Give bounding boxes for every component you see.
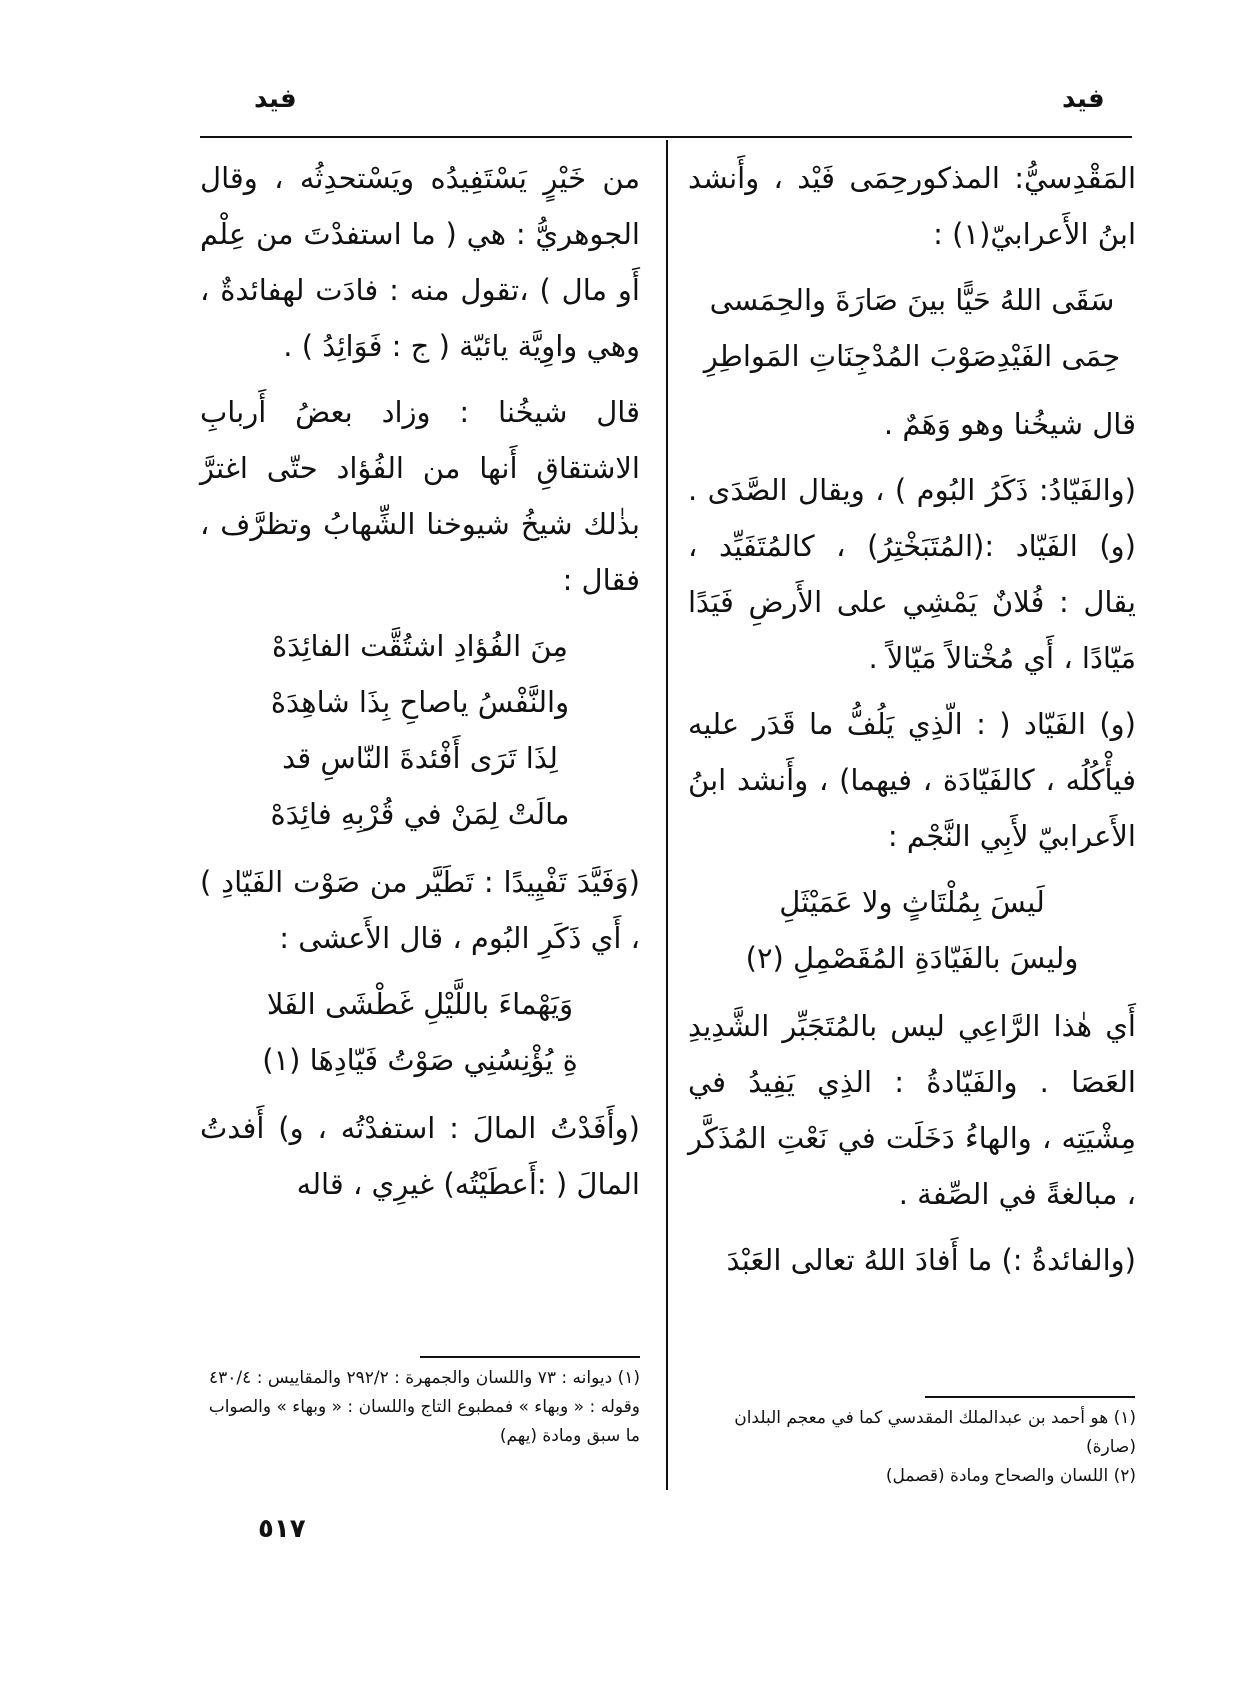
running-header-left: فيد xyxy=(254,84,297,114)
verse-line: لَيسَ بِمُلْتَاثٍ ولا عَمَيْثَلِ xyxy=(779,885,1045,919)
paragraph: قال شيخُنا : وزاد بعضُ أَربابِ الاشتقاقِ أَنها من الفُؤاد حتّى اغترَّ بذٰلك شيخُ شيوخنا الشِّهابُ وتظرَّف ، فقال : xyxy=(200,395,640,597)
verse-line: سَقَى اللهُ حَيًّا بينَ صَارَةَ والحِمَسى xyxy=(709,283,1115,317)
footnotes-right xyxy=(690,1404,1136,1491)
footnote-rule-right xyxy=(925,1396,1135,1398)
verse-line: ةِ يُؤْنِسُنِي صَوْتُ فَيّادِهَا (١) xyxy=(262,1043,578,1077)
running-header-right: فيد xyxy=(1062,84,1105,114)
verse xyxy=(688,272,1136,384)
verse xyxy=(200,618,640,842)
verse-line: لِذَا تَرَى أَفْئدةَ النّاسِ قد xyxy=(282,741,558,775)
footnote: (١) ديوانه : ٧٣ واللسان والجمهرة : ٢٩٢/٢ والمقاييس : ٤٣٠/٤ وقوله : « وبهاء » فمطبوع التاج واللسان : « وبهاء » والصواب ما سبق ومادة (يهم) xyxy=(208,1368,640,1446)
paragraph: من خَيْرٍ يَسْتَفِيدُه ويَسْتحدِثُه ، وقال الجوهريُّ : هي ( ما استفدْتَ من عِلْم أَو مال ) ،تقول منه : فادَت لهفائدةٌ ، وهي واوِيَّة يائيّة ( ج : فَوَائِدُ ) . xyxy=(200,161,640,363)
paragraph: (والفَيّادُ: ذَكَرُ البُوم ) ، ويقال الصَّدَى . (و) الفَيّاد :(المُتَبَخْتِرُ) ، كالمُتَفَيِّد ، يقال : فُلانٌ يَمْشِي على الأَرضِ فَيَدًا مَيّادًا ، أَي مُخْتالاً مَيّالاً . xyxy=(688,473,1136,675)
paragraph: المَقْدِسيُّ: المذكورحِمَى فَيْد ، وأَنشد ابنُ الأَعرابيّ(١) : xyxy=(688,161,1136,251)
paragraph: (وأَفَدْتُ المالَ : استفدْتُه ، و) أَفدتُ المالَ ( :أَعطَيْتُه) غيرِي ، قاله xyxy=(200,1111,640,1201)
page-number: ٥١٧ xyxy=(258,1514,306,1544)
paragraph: (وَفَيَّدَ تَفْيِيدًا : تَطَيَّر من صَوْت الفَيّادِ ) ، أَي ذَكَرِ البُوم ، قال الأَعشى : xyxy=(200,865,640,955)
verse-line: مالَتْ لِمَنْ في قُرْبِهِ فائِدَهْ xyxy=(270,797,570,831)
right-column xyxy=(688,150,1136,1298)
verse xyxy=(688,874,1136,986)
paragraph: أَي هٰذا الرَّاعِي ليس بالمُتَجَبِّر الشَّدِيدِ العَصَا . والفَيّادةُ : الذِي يَفِيدُ في مِشْيَتِه ، والهاءُ دَخَلَت في نَعْتِ المُذَكَّر ، مبالغةً في الصِّفة . xyxy=(688,1009,1136,1211)
footnote: (٢) اللسان والصحاح ومادة (قصمل) xyxy=(885,1466,1136,1486)
column-divider xyxy=(666,140,668,1490)
paragraph: (والفائدةُ :) ما أَفادَ اللهُ تعالى العَبْدَ xyxy=(726,1243,1136,1277)
verse-line: وَيَهْماءَ باللَّيْلِ غَطْشَى الفَلا xyxy=(266,987,574,1021)
footnote-rule-left xyxy=(420,1356,640,1358)
verse-line: والنَّفْسُ ياصاحِ بِذَا شاهِدَهْ xyxy=(270,685,570,719)
paragraph: قال شيخُنا وهو وَهَمٌ . xyxy=(883,407,1136,441)
footnotes-left xyxy=(198,1364,640,1451)
verse-line: مِنَ الفُؤادِ اشتُقَّت الفائِدَهْ xyxy=(272,629,568,663)
verse xyxy=(200,976,640,1088)
footnote: (١) هو أحمد بن عبدالملك المقدسي كما في معجم البلدان (صارة) xyxy=(734,1408,1136,1457)
verse-line: وليسَ بالفَيّادَةِ المُقَصْمِلِ (٢) xyxy=(745,941,1079,975)
paragraph: (و) الفَيّاد ( : الّذِي يَلُفُّ ما قَدَر عليه فيأْكُلُه ، كالفَيّادَة ، فيهما) ، وأَنشد ابنُ الأَعرابيّ لأَبِي النَّجْم : xyxy=(688,707,1136,853)
verse-line: حِمَى الفَيْدِصَوْبَ المُدْجِنَاتِ المَواطِرِ xyxy=(703,339,1121,373)
header-rule xyxy=(200,136,1132,138)
left-column xyxy=(200,150,640,1222)
